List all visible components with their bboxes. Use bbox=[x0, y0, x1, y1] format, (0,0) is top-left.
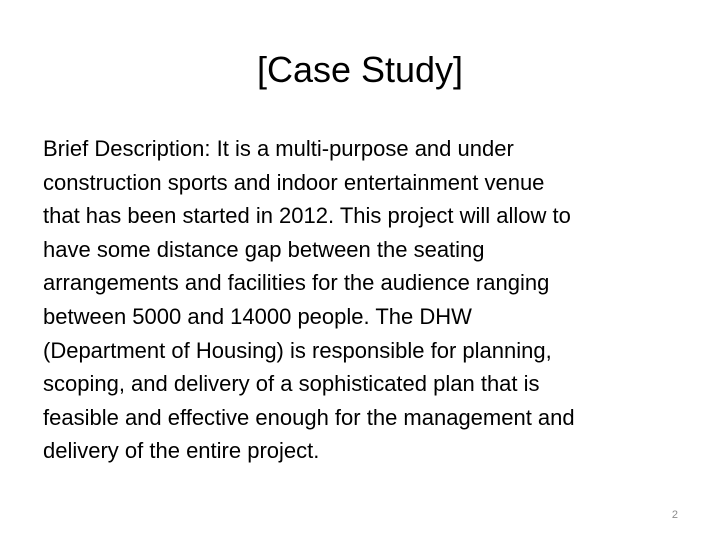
page-number: 2 bbox=[671, 509, 678, 521]
slide-body-text: Brief Description: It is a multi-purpose and under construction sports and indoor entertainment venue that has been started in 2012. This project will allow to have some distance gap between the seating arrangements and facilities for the audience ranging between 5000 and 14000 people. The DHW (Department of Housing) is responsible for planning, scoping, and delivery of a sophisticated plan that is feasible and effective enough for the management and delivery of the entire project. bbox=[43, 136, 575, 464]
slide-title: [Case Study] bbox=[256, 49, 464, 90]
